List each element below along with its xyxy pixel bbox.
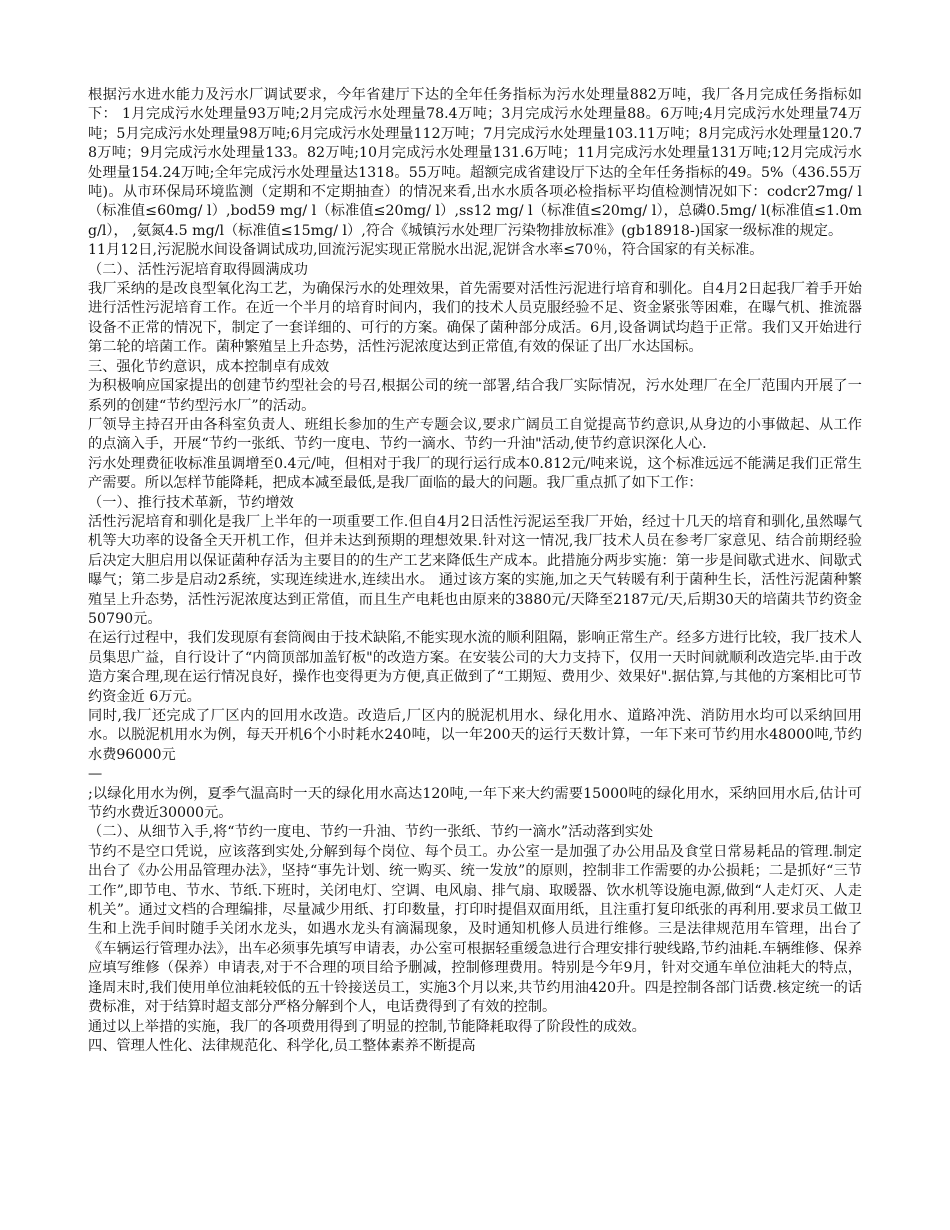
heading-section-three-savings: 三、强化节约意识，成本控制卓有成效: [88, 358, 330, 375]
paragraph-sludge-dewatering: 11月12日,污泥脱水间设备调试成功,回流污泥实现正常脱水出泥,泥饼含水率≤70％，符合国家的有关标准。: [88, 242, 764, 259]
heading-detail-savings: （二）、从细节入手,将“节约一度电、节约一升油、节约一张纸、节约一滴水”活动落到实处: [88, 824, 654, 841]
paragraph-greening-water: ;以绿化用水为例，夏季气温高时一天的绿化用水高达120吨,一年下来大约需要15000吨的绿化用水，采纳回用水后,估计可节约水费近30000元。: [88, 785, 862, 822]
heading-technical-innovation: （一）、推行技术革新，节约增效: [88, 494, 294, 511]
paragraph-cultivation-process: 活性污泥培育和驯化是我厂上半年的一项重要工作.但自4月2日活性污泥运至我厂开始，经过十几天的培育和驯化,虽然曝气机等大功率的设备全天开机工作，但并未达到预期的理想效果.针对这一情况,我厂技术人员在参考厂家意见、结合前期经验后决定大胆启用以保证菌种存活为主要目的的生产工艺来降低生产成本。此措施分两步实施：第一步是间歇式进水、间歇式曝气；第二步是启动2系统，实现连续进水,连续出水。 通过该方案的实施,加之天气转暖有利于菌种生长，活性污泥菌种繁殖呈上升态势，活性污泥浓度达到正常值，而且生产电耗也由原来的3880元/天降至2187元/天,后期30天的培菌共节约资金50790元。: [88, 513, 862, 627]
heading-section-four-management: 四、管理人性化、法律规范化、科学化,员工整体素养不断提高: [88, 1037, 476, 1054]
paragraph-savings-campaign: 为积极响应国家提出的创建节约型社会的号召,根据公司的统一部署,结合我厂实际情况，污水处理厂在全厂范围内开展了一系列的创建“节约型污水厂”的活动。: [88, 378, 862, 414]
paragraph-office-measures: 节约不是空口凭说，应该落到实处,分解到每个岗位、每个员工。办公室一是加强了办公用品及食堂日常易耗品的管理.制定出台了《办公用品管理办法》，坚持“事先计划、统一购买、统一发放”的原则，控制非工作需要的办公损耗；二是抓好“三节工作”,即节电、节水、节纸.下班时，关闭电灯、空调、电风扇、排气扇、取暖器、饮水机等设施电源,做到“人走灯灭、人走机关”。通过文档的合理编排，尽量减少用纸、打印数量，打印时提倡双面用纸，且注重打复印纸张的再利用.要求员工做卫生和上洗手间时随手关闭水龙头，如遇水龙头有滴漏现象，及时通知机修人员进行维修。三是法律规范用车管理，出台了《车辆运行管理办法》，出车必须事先填写申请表，办公室可根据轻重缓急进行合理安排行驶线路,节约油耗.车辆维修、保养应填写维修（保养）申请表,对于不合理的项目给予删减，控制修理费用。特别是今年9月，针对交通车单位油耗大的特点，逢周末时,我们使用单位油耗较低的五十铃接送员工，实施3个月以来,共节约用油420升。四是控制各部门话费.核定统一的话费标准，对于结算时超支部分严格分解到个人，电话费得到了有效的控制。: [88, 843, 862, 1016]
paragraph-sludge-cultivation: 我厂采纳的是改良型氧化沟工艺，为确保污水的处理效果，首先需要对活性污泥进行培育和驯化。自4月2日起我厂着手开始进行活性污泥培育工作。在近一个半月的培育时间内，我们的技术人员克服经验不足、资金紧张等困难，在曝气机、推流器设备不正常的情况下，制定了一套详细的、可行的方案。确保了菌种部分成活。6月,设备调试均趋于正常。我们又开始进行第二轮的培菌工作。菌种繁殖呈上升态势，活性污泥浓度达到正常值,有效的保证了出厂水达国标。: [88, 281, 862, 356]
heading-activated-sludge-success: （二）、活性污泥培育取得圆满成功: [88, 261, 308, 278]
paragraph-annual-treatment-volume: 根据污水进水能力及污水厂调试要求，今年省建厅下达的全年任务指标为污水处理量882万吨，我厂各月完成任务指标如下： 1月完成污水处理量93万吨;2月完成污水处理量78.4万吨；3月完成污水处理量88。6万吨;4月完成污水处理量74万吨；5月完成污水处理量98万吨;6月完成污水处理量112万吨；7月完成污水处理量103.11万吨；8月完成污水处理量120.78万吨；9月完成污水处理量133。82万吨;10月完成污水处理量131.6万吨；11月完成污水处理量131万吨;12月完成污水处理量154.24万吨;全年完成污水处理量达1318。55万吨。超额完成省建设厅下达的全年任务指标的49。5%（436.55万吨)。从市环保局环境监测（定期和不定期抽查）的情况来看,出水水质各项必检指标平均值检测情况如下：codcr27mg/ l（标准值≤60mg/ l）,bod59 mg/ l（标准值≤20mg/ l）,ss12 mg/ l（标准值≤20mg/ l），总磷0.5mg/ l(标准值≤1.0mg/l）， ,氨氮4.5 mg/l（标准值≤15mg/ l）,符合《城镇污水处理厂污染物排放标准》(gb18918-)国家一级标准的规定。: [88, 87, 862, 239]
separator-dash: —: [88, 766, 103, 783]
paragraph-leadership-meeting: 厂领导主持召开由各科室负责人、班组长参加的生产专题会议,要求广阔员工自觉提高节约意识,从身边的小事做起、从工作的点滴入手，开展“节约一张纸、节约一度电、节约一滴水、节约一升油"活动,使节约意识深化人心.: [88, 416, 862, 453]
paragraph-treatment-fee: 污水处理费征收标准虽调增至0.4元/吨，但相对于我厂的现行运行成本0.812元/吨来说，这个标准远远不能满足我们正常生产需要。所以怎样节能降耗，把成本减至最低,是我厂面临的最大的问题。我厂重点抓了如下工作：: [88, 455, 862, 492]
paragraph-reuse-water: 同时,我厂还完成了厂区内的回用水改造。改造后,厂区内的脱泥机用水、绿化用水、道路冲洗、消防用水均可以采纳回用水。以脱泥机用水为例，每天开机6个小时耗水240吨，以一年200天的运行天数计算，一年下来可节约用水48000吨,节约水费96000元: [88, 708, 862, 763]
document-body: [88, 86, 862, 1056]
paragraph-results: 通过以上举措的实施，我厂的各项费用得到了明显的控制,节能降耗取得了阶段性的成效。: [88, 1018, 646, 1035]
paragraph-valve-retrofit: 在运行过程中，我们发现原有套筒阀由于技术缺陷,不能实现水流的顺利阻隔，影响正常生产。经多方进行比较，我厂技术人员集思广益，自行设计了“内筒顶部加盖钌板"的改造方案。在安装公司的大力支持下，仅用一天时间就顺利改造完毕.由于改造方案合理,现在运行情况良好，操作也变得更为方便,真正做到了“工期短、费用少、效果好".据估算,与其他的方案相比可节约资金近 6万元。: [88, 630, 862, 705]
